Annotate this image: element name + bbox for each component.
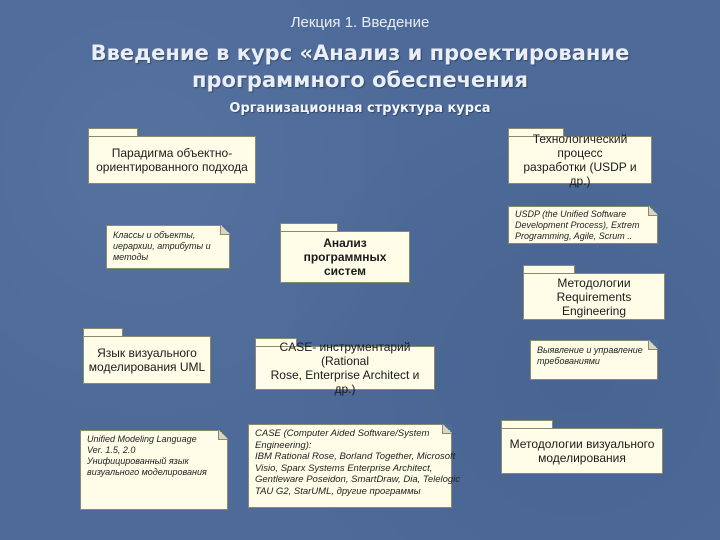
- note-requirements-line: Выявление и управление: [537, 345, 643, 355]
- note-uml-line: Унифицированный язык: [87, 456, 189, 466]
- note-uml-line: визуального моделирования: [87, 467, 207, 477]
- package-uml: [83, 328, 211, 384]
- note-usdp: [508, 206, 658, 244]
- note-case-tools-line: Gentleware Poseidon, SmartDraw, Dia, Telelogic: [255, 474, 461, 485]
- title-line-1: Введение в курс «Анализ и проектирование: [90, 41, 630, 65]
- note-requirements: [530, 340, 658, 380]
- note-requirements-line: требованиями: [537, 356, 600, 366]
- note-case-tools-line: Visio, Sparx Systems Enterprise Architect,: [255, 462, 433, 474]
- note-uml-line: Unified Modeling Language: [87, 434, 197, 444]
- package-analysis-line-1: Анализ программных: [303, 236, 387, 264]
- package-requirements-line-1: Методологии: [557, 275, 631, 290]
- package-case: [255, 338, 435, 396]
- note-usdp-line: USDP (the Unified Software: [515, 209, 627, 219]
- note-classes-line: Классы и объекты,: [113, 230, 196, 240]
- lecture-label: Лекция 1. Введение: [290, 14, 430, 31]
- note-case-tools-line: CASE (Computer Aided Software/System: [255, 428, 430, 439]
- package-visual-modeling-line-1: Методологии визуального: [509, 437, 655, 451]
- note-case-tools: [248, 424, 461, 508]
- package-tech-process-line-2: разработки (USDP и др.): [523, 160, 637, 188]
- package-requirements: [523, 265, 665, 320]
- title-line-2: программного обеспечения: [191, 68, 529, 92]
- slide-title: [40, 40, 680, 94]
- package-visual-modeling: [501, 420, 663, 474]
- note-usdp-line: Programming, Agile, Scrum ..: [515, 231, 633, 241]
- package-case-line-1: CASE- инструментарий (Rational: [279, 340, 411, 368]
- note-case-tools-line: TAU G2, StarUML, другие программы: [255, 485, 421, 497]
- package-paradigm: [88, 128, 256, 184]
- note-uml: [80, 430, 228, 510]
- package-uml-line-2: моделирования UML: [88, 360, 206, 374]
- package-tech-process: [508, 128, 652, 188]
- package-uml-line-1: Язык визуального: [97, 346, 197, 360]
- note-classes-line: методы: [113, 252, 149, 262]
- note-case-tools-line: IBM Rational Rose, Borland Together, Microsoft: [255, 451, 456, 462]
- package-tech-process-line-1: Технологический процесс: [532, 132, 628, 160]
- note-uml-line: Ver. 1.5, 2.0: [87, 445, 136, 455]
- slide-subtitle: Организационная структура курса: [229, 101, 491, 116]
- package-case-line-2: Rose, Enterprise Architect и др.): [270, 368, 420, 396]
- note-classes-line: иерархии, атрибуты и: [113, 241, 211, 251]
- note-usdp-line: Development Process), Extrem: [515, 220, 640, 230]
- package-paradigm-line-2: ориентированного подхода: [96, 160, 248, 174]
- package-requirements-line-2: Requirements Engineering: [556, 289, 632, 318]
- package-paradigm-line-1: Парадигма объектно-: [111, 146, 233, 160]
- package-visual-modeling-line-2: моделирования: [538, 451, 626, 465]
- note-classes: [106, 225, 230, 269]
- package-analysis: [280, 223, 410, 283]
- note-case-tools-line: Engineering):: [255, 439, 312, 451]
- package-analysis-line-2: систем: [324, 264, 366, 278]
